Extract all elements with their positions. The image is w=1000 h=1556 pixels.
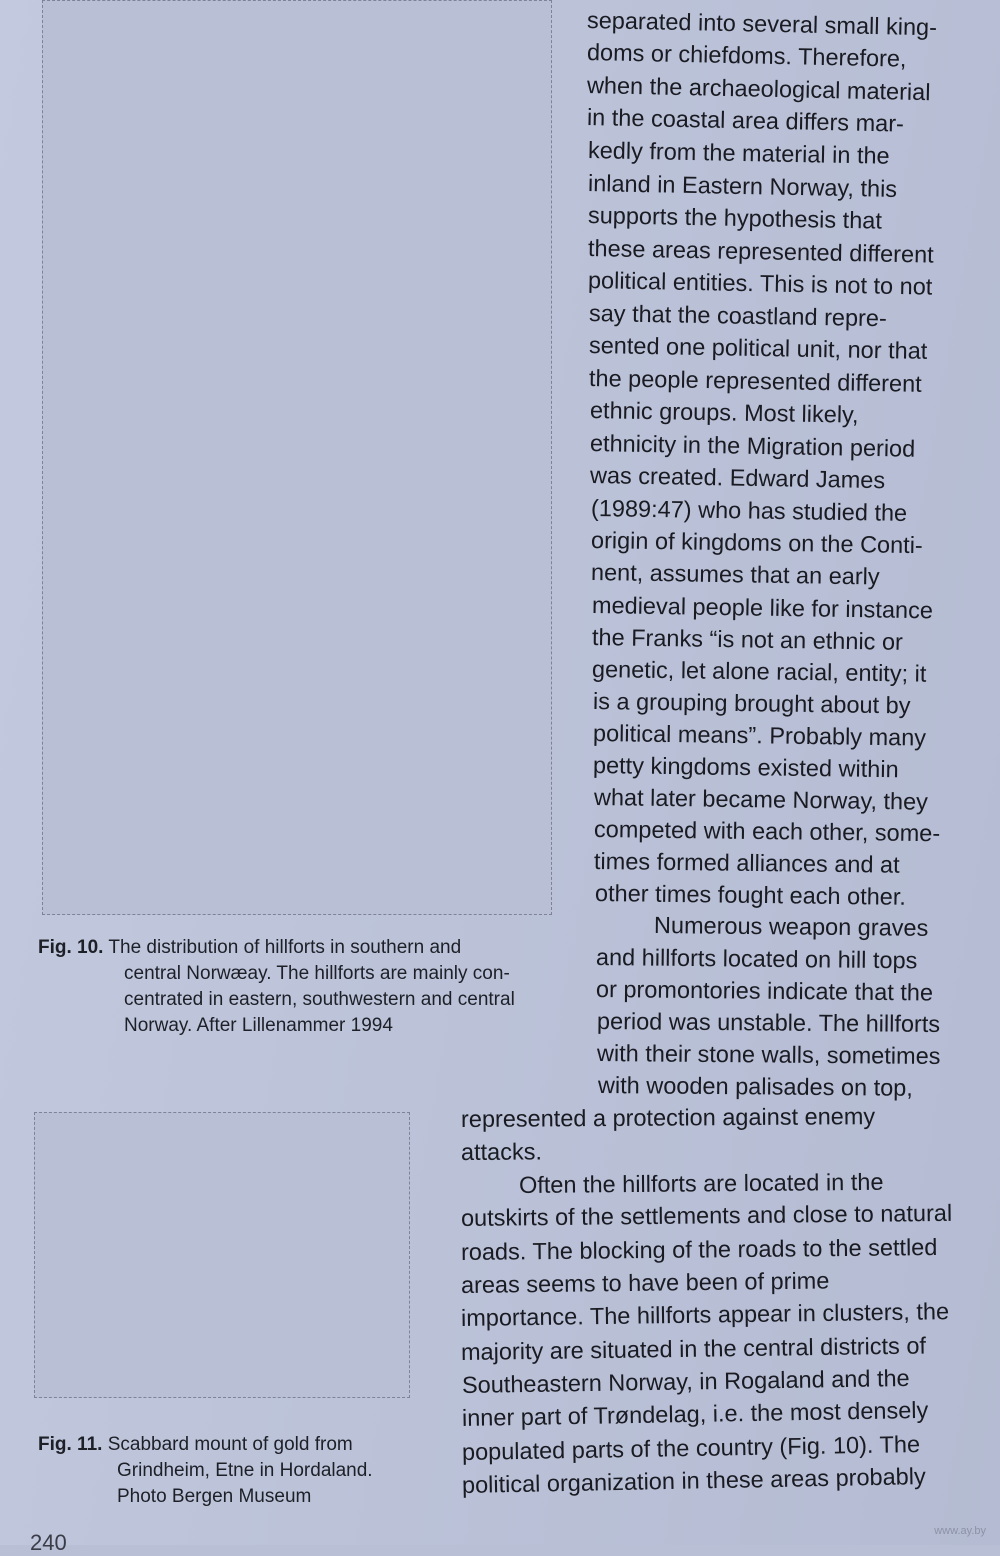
- body-line: nent, assumes that an early: [590, 559, 880, 590]
- body-line: period was unstable. The hillforts: [596, 1008, 941, 1037]
- body-line: other times fought each other.: [594, 880, 907, 910]
- body-line: the people represented different: [588, 365, 922, 397]
- body-line: ethnicity in the Migration period: [589, 430, 916, 462]
- body-line: ethnic groups. Most likely,: [589, 397, 859, 428]
- fig11-label: Fig. 11.: [38, 1434, 103, 1455]
- body-line: (1989:47) who has studied the: [590, 495, 908, 526]
- body-line: medieval people like for instance: [591, 592, 934, 624]
- body-line: when the archaeological material: [586, 72, 931, 106]
- hillfort-distribution-map: [42, 0, 552, 915]
- body-line: outskirts of the settlements and close to natural: [460, 1199, 953, 1231]
- body-line: doms or chiefdoms. Therefore,: [586, 39, 907, 72]
- body-line: and hillforts located on hill tops: [595, 944, 918, 974]
- fig10-caption-line4: Norway. After Lillenammer 1994: [124, 1015, 393, 1036]
- body-line: attacks.: [460, 1138, 543, 1165]
- body-line: is a grouping brought about by: [592, 688, 911, 719]
- body-line: political entities. This is not to not: [587, 267, 933, 300]
- fig11-caption-line3: Photo Bergen Museum: [117, 1486, 312, 1507]
- body-line: competed with each other, some-: [593, 816, 941, 847]
- body-line: inner part of Trøndelag, i.e. the most densely: [461, 1396, 929, 1431]
- body-line: origin of kingdoms on the Conti-: [590, 527, 923, 559]
- body-line: Southeastern Norway, in Rogaland and the: [461, 1364, 910, 1398]
- body-line: importance. The hillforts appear in clusters, the: [460, 1298, 950, 1331]
- body-line: these areas represented different: [587, 235, 934, 268]
- body-line: inland in Eastern Norway, this: [587, 170, 898, 202]
- body-line: supports the hypothesis that: [587, 202, 883, 234]
- body-line: with their stone walls, sometimes: [596, 1040, 941, 1069]
- body-line: genetic, let alone racial, entity; it: [591, 656, 927, 687]
- body-line: in the coastal area differs mar-: [586, 104, 905, 137]
- body-line: political organization in these areas probably: [461, 1463, 926, 1498]
- body-line: Often the hillforts are located in the: [518, 1168, 884, 1198]
- fig10-label: Fig. 10.: [38, 937, 104, 958]
- body-line: represented a protection against enemy: [460, 1103, 876, 1132]
- watermark: www.ay.by: [934, 1525, 986, 1537]
- body-line: Numerous weapon graves: [653, 912, 929, 941]
- body-line: kedly from the material in the: [587, 137, 890, 169]
- body-line: sented one political unit, nor that: [588, 332, 928, 364]
- page-number: 240: [30, 1530, 67, 1555]
- fig11-caption: [38, 1432, 458, 1510]
- body-line: roads. The blocking of the roads to the settled: [460, 1234, 938, 1265]
- body-line: or promontories indicate that the: [595, 976, 934, 1006]
- fig10-caption-line1: The distribution of hillforts in southern and: [108, 937, 462, 958]
- body-line: with wooden palisades on top,: [597, 1072, 913, 1101]
- fig10-caption-line3: centrated in eastern, southwestern and central: [124, 989, 515, 1010]
- fig11-caption-line1: Scabbard mount of gold from: [107, 1434, 353, 1455]
- fig10-caption: [38, 935, 578, 1039]
- body-line: political means”. Probably many: [592, 720, 927, 751]
- body-line: what later became Norway, they: [593, 784, 929, 815]
- body-line: separated into several small king-: [586, 7, 938, 41]
- body-line: say that the coastland repre-: [588, 300, 888, 332]
- body-line: areas seems to have been of prime: [460, 1267, 830, 1298]
- body-line: the Franks “is not an ethnic or: [591, 624, 904, 655]
- fig10-caption-line2: central Norwæay. The hillforts are mainly con-: [124, 963, 510, 984]
- scabbard-mount-photo: [34, 1112, 410, 1398]
- body-line: populated parts of the country (Fig. 10). The: [461, 1431, 921, 1465]
- body-line: petty kingdoms existed within: [592, 752, 899, 783]
- body-line: times formed alliances and at: [593, 848, 900, 878]
- fig11-caption-line2: Grindheim, Etne in Hordaland.: [117, 1460, 373, 1481]
- body-line: majority are situated in the central districts of: [460, 1332, 927, 1365]
- body-line: was created. Edward James: [589, 462, 886, 494]
